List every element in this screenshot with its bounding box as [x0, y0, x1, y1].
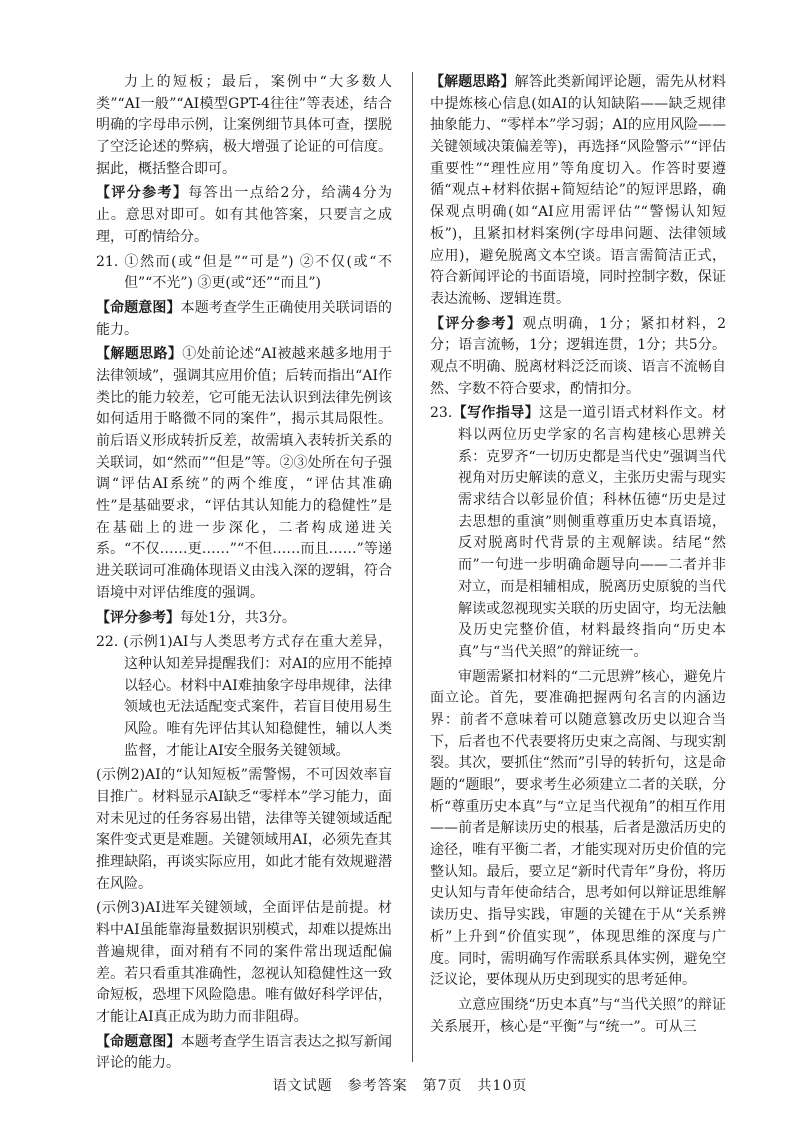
intent-tag: 【命题意图】 — [96, 299, 181, 316]
column-divider — [412, 72, 413, 1062]
q21-intent: 【命题意图】本题考查学生正确使用关联词语的能力。 — [96, 299, 393, 338]
q22-score: 【评分参考】观点明确，1分；紧扣材料，2分；语言流畅，1分；逻辑连贯，1分；共5分。观点不明确、脱离材料泛泛而谈、语言不流畅自然、字数不符合要求，酌情扣分。 — [430, 315, 726, 397]
score-reference-20: 【评分参考】每答出一点给2分，给满4分为止。意思对即可。如有其他答案，只要言之成理，可酌情给分。 — [96, 185, 392, 245]
right-column — [430, 72, 726, 1041]
score-tag: 【评分参考】 — [96, 185, 189, 202]
analysis-paragraph: 力上的短板；最后，案例中“大多数人类”“AI一般”“AI模型GPT-4往往”等表述，结合明确的字母串示例，让案例细节具体可查，摆脱了空泛论述的弊病，极大增强了论证的可信度。据此，概括整合即可。 — [96, 74, 392, 177]
idea-tag: 【解题思路】 — [96, 346, 183, 363]
q21-idea: 【解题思路】①处前论述“AI被越来越多地用于法律领域”，强调其应用价值；后转而指出“AI作类比的能力较差，它可能无法认识到法律先例该如何适用于略微不同的案件”，揭示其局限性。前后语义形成转折反差，故需填入表转折关系的关联词，如“然而”“但是”等。②③处所在句子强调“评估AI系统”的两个维度，“评估其准确性”是基础要求，“评估其认知能力的稳健性”是在基础上的进一步深化，二者构成递进关系。“不仅……更……”“不但……而且……”等递进关联词可准确体现语义由浅入深的逻辑，符合语境中对评估维度的强调。 — [96, 346, 392, 601]
q23-theme-paragraph: 立意应围绕“历史本真”与“当代关照”的辩证关系展开，核心是“平衡”与“统一”。可从三 — [430, 996, 726, 1035]
left-column — [96, 72, 392, 1078]
q22-idea: 【解题思路】解答此类新闻评论题，需先从材料中提炼核心信息(如AI的认知缺陷——缺乏规律抽象能力、“零样本”学习弱；AI的应用风险——关键领域决策偏差等)，再选择“风险警示”“评估重要性”“理性应用”等角度切入。作答时要遵循“观点+材料依据+简短结论”的短评思路，确保观点明确(如“AI应用需评估”“警惕认知短板”)，且紧扣材料案例(字母串问题、法律领域应用)，避免脱离文本空谈。语言需简洁正式，符合新闻评论的书面语境，同时控制字数，保证表达流畅、逻辑连贯。 — [430, 74, 727, 307]
question-21-answer: 21. ①然而(或“但是”“可是”) ②不仅(或“不但”“不光”) ③更(或“还”“而且”) — [96, 253, 392, 292]
q22-example-1: 22. (示例1)AI与人类思考方式存在重大差异，这种认知差异提醒我们：对AI的应用不能掉以轻心。材料中AI难抽象字母串规律，法律领域也无法适配变式案件，若盲目使用易生风险。唯有先评估其认知稳健性，辅以人类监督，才能让AI安全服务关键领域。 — [96, 634, 392, 759]
score-tag: 【评分参考】 — [96, 609, 180, 626]
intent-tag: 【命题意图】 — [96, 1033, 181, 1050]
q22-example-3: (示例3)AI进军关键领域，全面评估是前提。材料中AI虽能靠海量数据识别模式，却难以提炼出普遍规律，面对稍有不同的案件常出现适配偏差。若只看重其准确性，忽视认知稳健性这一致命短板，恐埋下风险隐患。唯有做好科学评估，才能让AI真正成为助力而非阻碍。 — [96, 900, 392, 1025]
q22-example-2: (示例2)AI的“认知短板”需警惕，不可因效率盲目推广。材料显示AI缺乏“零样本”学习能力，面对未见过的任务容易出错，法律等关键领域适配案件变式更是难题。关键领域用AI，必须先查其推理缺陷，再谈实际应用，如此才能有效规避潜在风险。 — [96, 767, 392, 892]
q21-score: 【评分参考】每处1分，共3分。 — [96, 609, 296, 626]
q23-review-paragraph: 审题需紧扣材料的“二元思辨”核心，避免片面立论。首先，要准确把握两句名言的内涵边界：前者不意味着可以随意篡改历史以迎合当下，后者也不代表要将历史束之高阁、与现实割裂。其次，要抓住“然而”引导的转折句，这是命题的“题眼”，要求考生必须建立二者的关联，分析“尊重历史本真”与“立足当代视角”的相互作用——前者是解读历史的根基，后者是激活历史的途径，唯有平衡二者，才能实现对历史价值的完整认知。最后，要立足“新时代青年”身份，将历史认知与青年使命结合，思考如何以辩证思维解读历史、指导实践，审题的关键在于从“关系辨析”上升到“价值实现”，体现思维的深度与广度。同时，需明确写作需联系具体实例，避免空泛议论，要体现从历史到现实的思考延伸。 — [430, 668, 726, 989]
q23-number: 23. — [430, 405, 453, 422]
score-tag: 【评分参考】 — [430, 315, 523, 332]
page-footer: 语文试题 参考答案 第7页 共10页 — [272, 1078, 528, 1094]
q22-intent: 【命题意图】本题考查学生语言表达之拟写新闻评论的能力。 — [96, 1033, 393, 1072]
answer-page — [96, 72, 727, 1072]
writing-tag: 【写作指导】 — [452, 405, 540, 422]
idea-tag: 【解题思路】 — [430, 74, 515, 90]
q23-guidance: 23.【写作指导】这是一道引语式材料作文。材料以两位历史学家的名言构建核心思辨关系：克罗齐“一切历史都是当代史”强调当代视角对历史解读的意义，主张历史需与现实需求结合以彰显价值；科林伍德“历史是过去思想的重演”则侧重尊重历史本真语境，反对脱离时代背景的主观解读。结尾“然而”一句进一步明确命题导向——二者并非对立，而是相辅相成，脱离历史原貌的当代解读或忽视现实关联的历史固守，均无法触及历史完整价值，材料最终指向“历史本真”与“当代关照”的辩证统一。 — [430, 405, 727, 660]
